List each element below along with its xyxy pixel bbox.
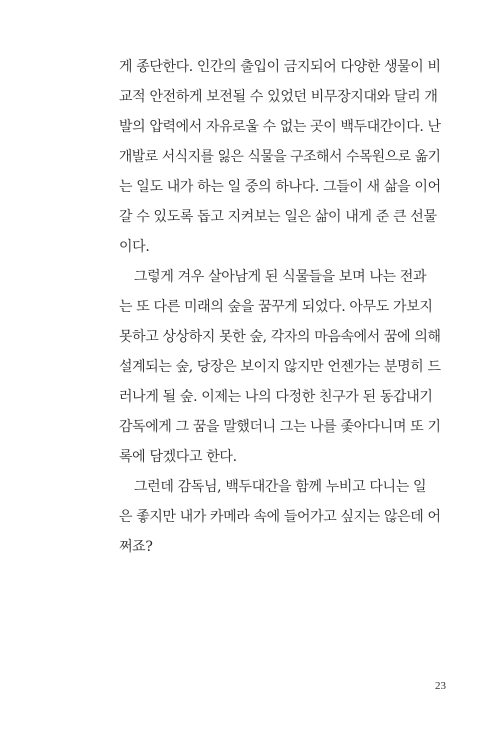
text-line: 는 일도 내가 하는 일 중의 하나다. 그들이 새 삶을 이어 bbox=[119, 179, 441, 195]
text-line: 못하고 상상하지 못한 숲, 각자의 마음속에서 꿈에 의해 bbox=[119, 329, 441, 345]
text-line: 갈 수 있도록 돕고 지켜보는 일은 삶이 내게 준 큰 선물 bbox=[119, 209, 437, 225]
text-line: 은 좋지만 내가 카메라 속에 들어가고 싶지는 않은데 어 bbox=[119, 509, 441, 525]
text-line: 감독에게 그 꿈을 말했더니 그는 나를 좇아다니며 또 기 bbox=[119, 419, 441, 435]
text-line: 이다. bbox=[119, 239, 150, 255]
text-line: 러나게 될 숲. 이제는 나의 다정한 친구가 된 동갑내기 bbox=[119, 389, 433, 405]
page-number: 23 bbox=[435, 680, 446, 692]
text-line: 그런데 감독님, 백두대간을 함께 누비고 다니는 일 bbox=[134, 479, 427, 495]
text-line: 는 또 다른 미래의 숲을 꿈꾸게 되었다. 아무도 가보지 bbox=[119, 299, 433, 315]
text-line: 게 종단한다. 인간의 출입이 금지되어 다양한 생물이 비 bbox=[119, 59, 441, 75]
text-line: 록에 담겠다고 한다. bbox=[119, 449, 237, 465]
text-line: 교적 안전하게 보전될 수 있었던 비무장지대와 달리 개 bbox=[119, 89, 438, 105]
text-line: 설계되는 숲, 당장은 보이지 않지만 언젠가는 분명히 드 bbox=[119, 359, 441, 375]
text-line: 발의 압력에서 자유로울 수 없는 곳이 백두대간이다. 난 bbox=[119, 119, 441, 135]
text-line: 쩌죠? bbox=[119, 539, 153, 555]
text-line: 개발로 서식지를 잃은 식물을 구조해서 수목원으로 옮기 bbox=[119, 149, 441, 165]
text-line: 그렇게 겨우 살아남게 된 식물들을 보며 나는 전과 bbox=[134, 269, 427, 285]
